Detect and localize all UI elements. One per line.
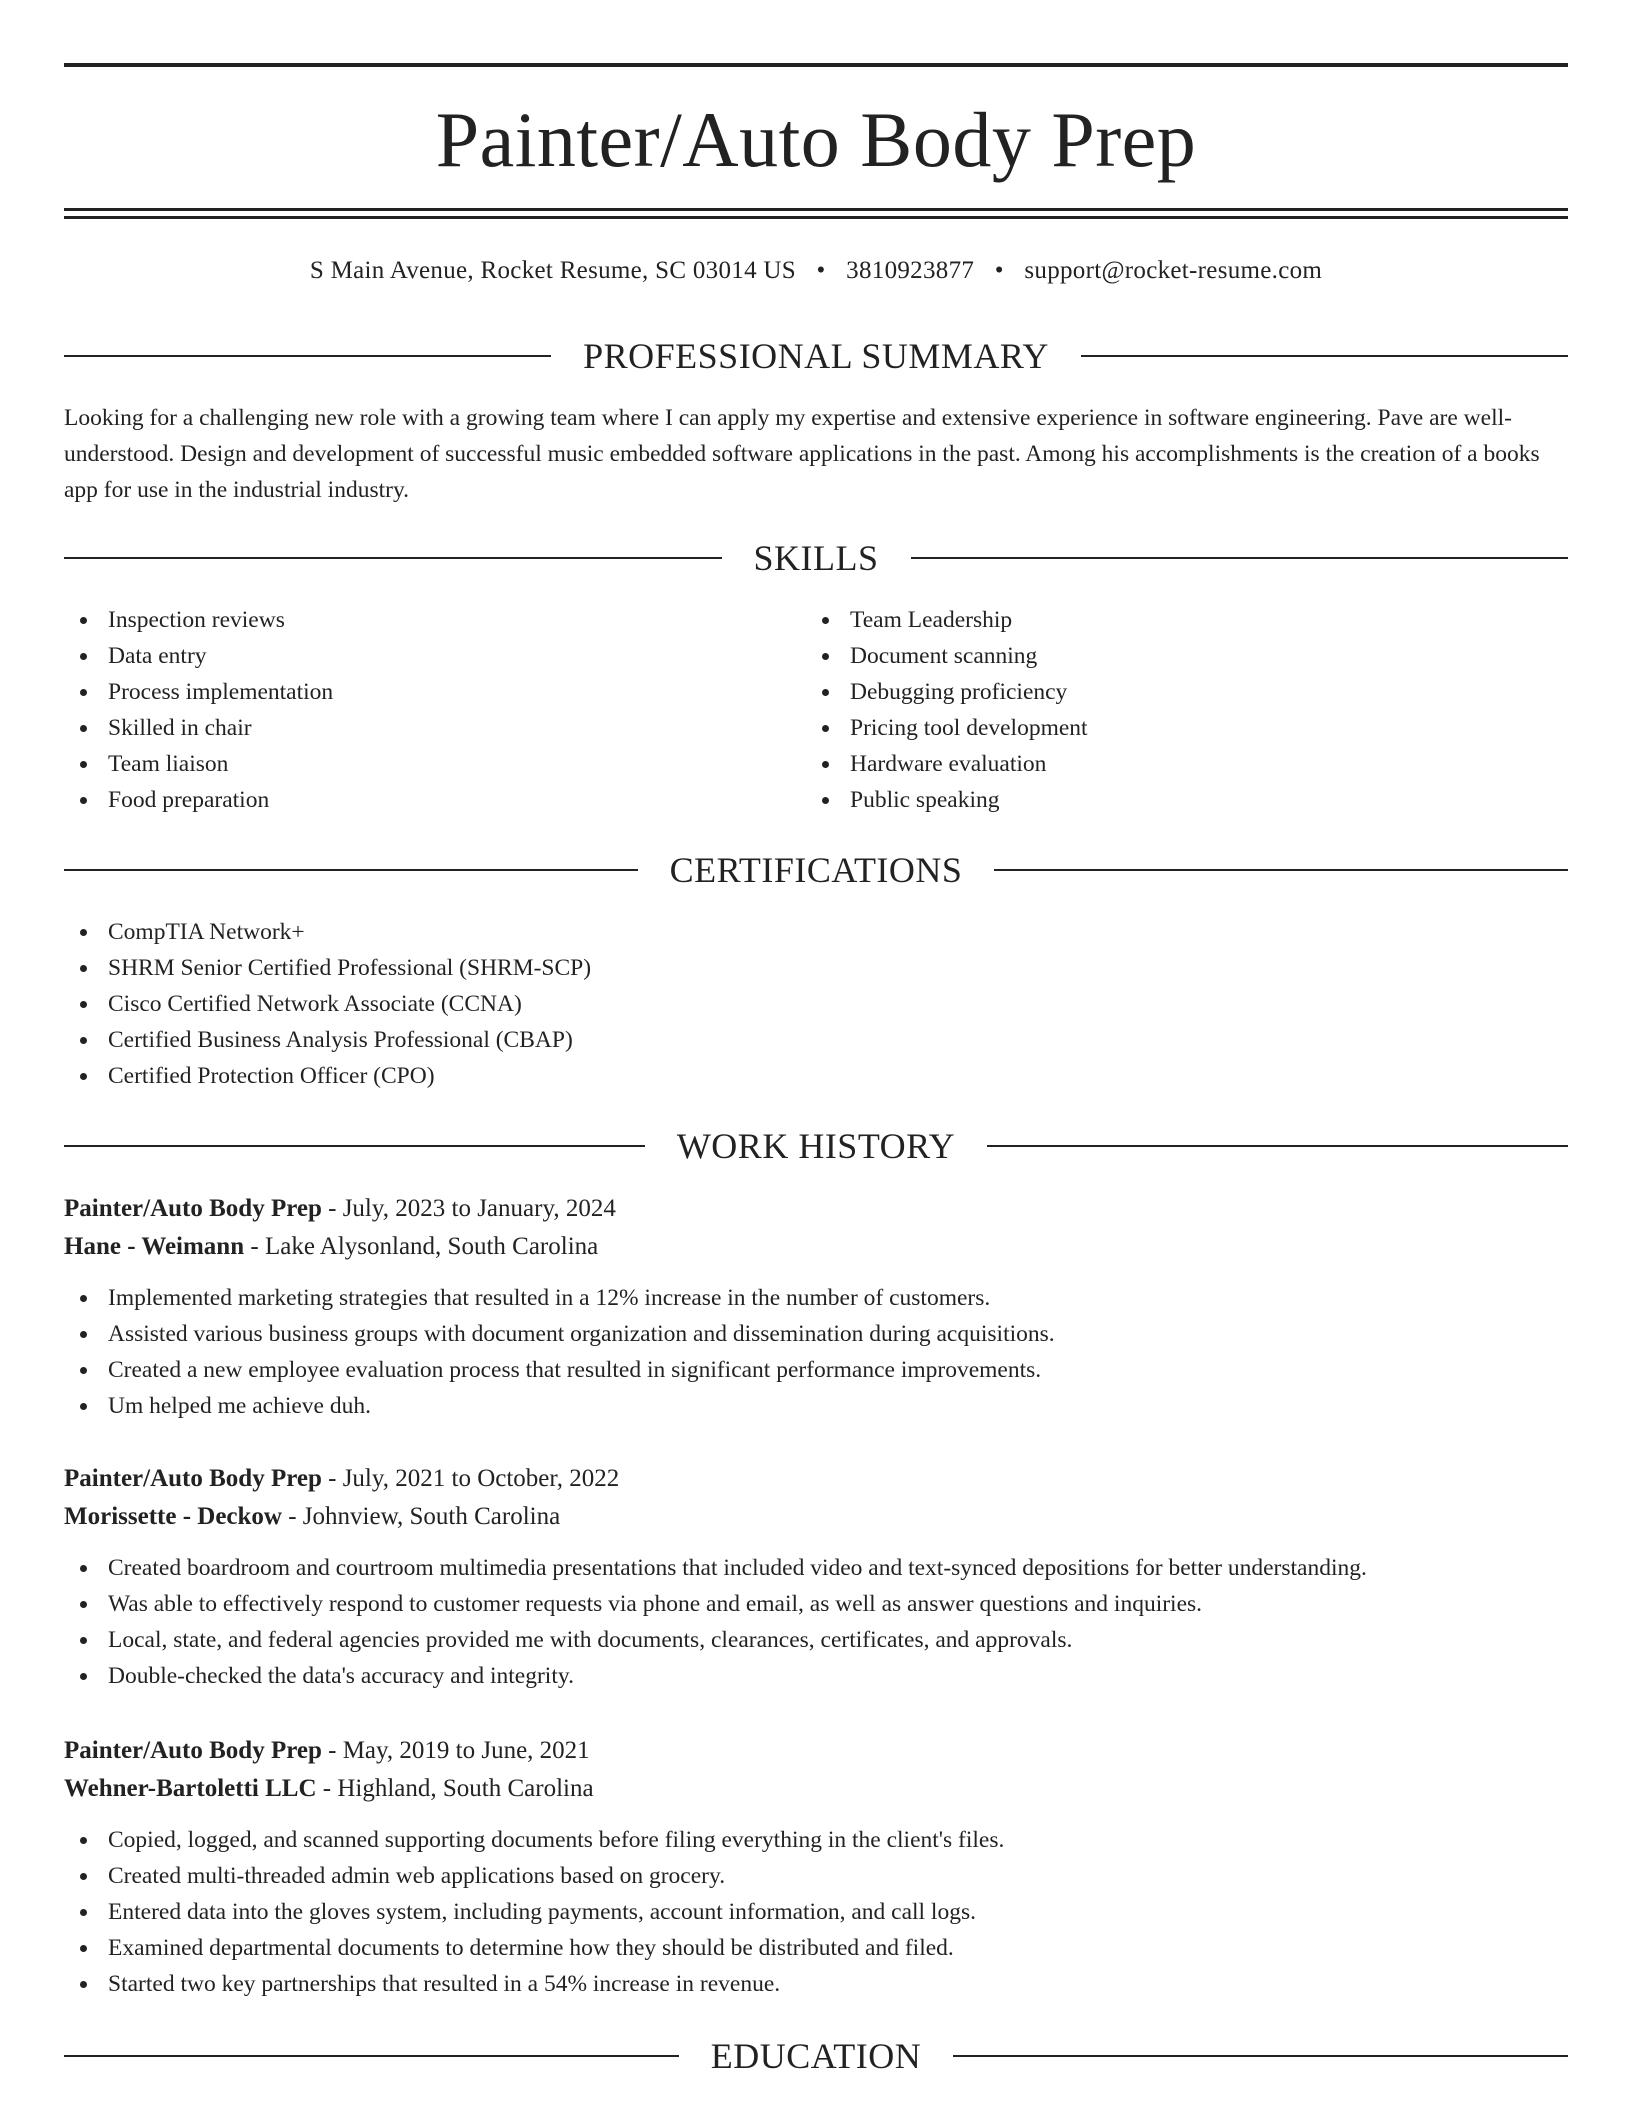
job-bullet: Copied, logged, and scanned supporting documents before filing everything in the client's files. [64, 1822, 1568, 1858]
job-bullet: Local, state, and federal agencies provided me with documents, clearances, certificates, and approvals. [64, 1622, 1568, 1658]
job-bullets [64, 1822, 1568, 2002]
skill-item: Data entry [64, 638, 804, 674]
heading-rule [64, 557, 722, 559]
heading-rule [1081, 355, 1568, 357]
section-heading-work-history [64, 1124, 1568, 1168]
skill-item: Hardware evaluation [806, 746, 1566, 782]
heading-rule [994, 869, 1568, 871]
summary-text: Looking for a challenging new role with a growing team where I can apply my expertise and extensive experience in software engineering. Pave are well-understood. Design and development of successful music embedded software applications in the past. Among his accomplishments is the creation of a books app for use in the industrial industry. [64, 405, 1540, 503]
skills-list-left [64, 602, 804, 818]
job-bullet: Assisted various business groups with document organization and dissemination during acquisitions. [64, 1316, 1568, 1352]
skill-item: Inspection reviews [64, 602, 804, 638]
skill-item: Food preparation [64, 782, 804, 818]
job-bullet: Implemented marketing strategies that resulted in a 12% increase in the number of customers. [64, 1280, 1568, 1316]
contact-phone: 3810923877 [846, 257, 975, 284]
skill-item: Debugging proficiency [806, 674, 1566, 710]
job-bullet: Was able to effectively respond to customer requests via phone and email, as well as answer questions and inquiries. [64, 1586, 1568, 1622]
skills-list-right [806, 602, 1566, 818]
job-title: Painter/Auto Body Prep [64, 1465, 322, 1492]
certification-item: SHRM Senior Certified Professional (SHRM-SCP) [64, 950, 1568, 986]
title-rule-lower [64, 216, 1568, 219]
title-rule-upper [64, 208, 1568, 211]
section-title: SKILLS [753, 538, 879, 578]
contact-email: support@rocket-resume.com [1024, 257, 1323, 284]
certification-item: Cisco Certified Network Associate (CCNA) [64, 986, 1568, 1022]
section-title: CERTIFICATIONS [669, 850, 963, 890]
job-bullet: Created multi-threaded admin web applications based on grocery. [64, 1858, 1568, 1894]
skill-item: Team liaison [64, 746, 804, 782]
section-heading-summary [64, 334, 1568, 378]
section-title: PROFESSIONAL SUMMARY [583, 336, 1049, 376]
job-company-line [64, 1498, 1568, 1536]
job-dates: - May, 2019 to June, 2021 [321, 1737, 590, 1764]
top-rule [64, 63, 1568, 67]
skill-item: Public speaking [806, 782, 1566, 818]
contact-separator: • [994, 257, 1004, 284]
job-bullet: Created boardroom and courtroom multimedia presentations that included video and text-synced depositions for better understanding. [64, 1550, 1568, 1586]
job-bullet: Double-checked the data's accuracy and integrity. [64, 1658, 1568, 1694]
job-title: Painter/Auto Body Prep [64, 1195, 322, 1222]
job-title-line [64, 1460, 1568, 1498]
section-heading-skills [64, 536, 1568, 580]
contact-separator: • [816, 257, 826, 284]
job-company: Hane - Weimann [64, 1233, 245, 1260]
heading-rule [64, 355, 551, 357]
skill-item: Team Leadership [806, 602, 1566, 638]
job-title-line [64, 1190, 1568, 1228]
heading-rule [64, 2055, 679, 2057]
heading-rule [64, 1145, 645, 1147]
job-company-line [64, 1770, 1568, 1808]
certification-item: CompTIA Network+ [64, 914, 1568, 950]
section-heading-education [64, 2034, 1568, 2078]
heading-rule [911, 557, 1569, 559]
skill-item: Document scanning [806, 638, 1566, 674]
job-title: Painter/Auto Body Prep [64, 1737, 322, 1764]
job-company: Wehner-Bartoletti LLC [64, 1775, 317, 1802]
section-title: WORK HISTORY [676, 1126, 956, 1166]
heading-rule [64, 869, 638, 871]
job-entry [64, 1732, 1568, 2002]
job-bullets [64, 1280, 1568, 1424]
skill-item: Process implementation [64, 674, 804, 710]
section-title: EDUCATION [710, 2036, 922, 2076]
job-title-line [64, 1732, 1568, 1770]
job-dates: - July, 2023 to January, 2024 [321, 1195, 616, 1222]
certification-item: Certified Protection Officer (CPO) [64, 1058, 1568, 1094]
certification-item: Certified Business Analysis Professional (CBAP) [64, 1022, 1568, 1058]
job-entry [64, 1460, 1568, 1694]
job-company-line [64, 1228, 1568, 1266]
skill-item: Pricing tool development [806, 710, 1566, 746]
heading-rule [987, 1145, 1568, 1147]
job-bullet: Started two key partnerships that resulted in a 54% increase in revenue. [64, 1966, 1568, 2002]
job-bullets [64, 1550, 1568, 1694]
job-location: - Johnview, South Carolina [281, 1503, 561, 1530]
job-company: Morissette - Deckow [64, 1503, 282, 1530]
contact-address: S Main Avenue, Rocket Resume, SC 03014 US [309, 257, 796, 284]
job-entry [64, 1190, 1568, 1424]
certifications-list [64, 914, 1568, 1094]
job-bullet: Examined departmental documents to determine how they should be distributed and filed. [64, 1930, 1568, 1966]
resume-title: Painter/Auto Body Prep [435, 96, 1197, 183]
job-dates: - July, 2021 to October, 2022 [321, 1465, 620, 1492]
heading-rule [953, 2055, 1568, 2057]
job-location: - Highland, South Carolina [316, 1775, 594, 1802]
job-bullet: Entered data into the gloves system, including payments, account information, and call logs. [64, 1894, 1568, 1930]
job-bullet: Um helped me achieve duh. [64, 1388, 1568, 1424]
contact-line [64, 254, 1568, 288]
skill-item: Skilled in chair [64, 710, 804, 746]
section-heading-certifications [64, 848, 1568, 892]
job-location: - Lake Alysonland, South Carolina [244, 1233, 599, 1260]
job-bullet: Created a new employee evaluation process that resulted in significant performance improvements. [64, 1352, 1568, 1388]
